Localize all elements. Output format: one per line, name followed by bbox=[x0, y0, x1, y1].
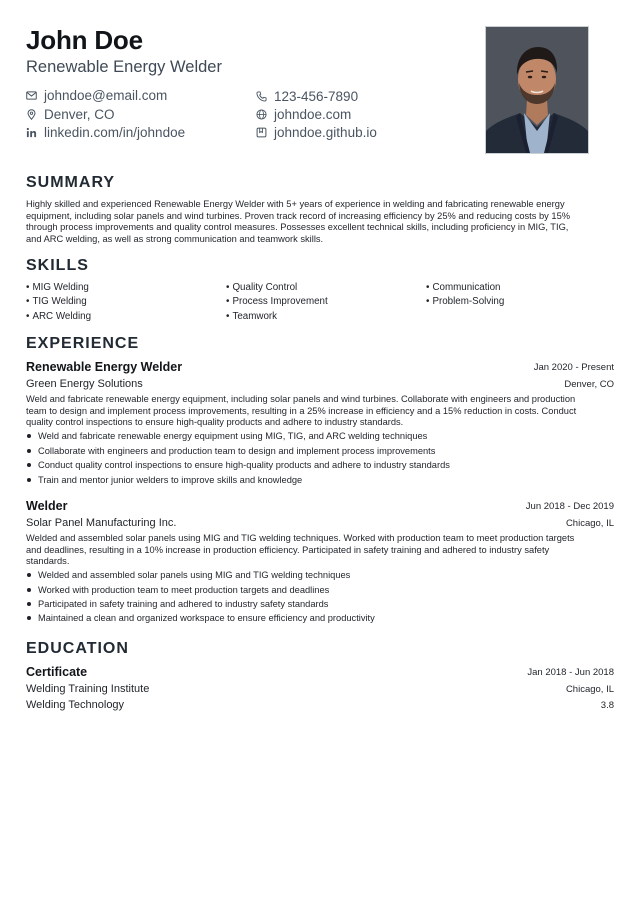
bullet-dot bbox=[27, 434, 31, 438]
summary-heading: SUMMARY bbox=[26, 174, 116, 191]
contact-phone[interactable] bbox=[256, 89, 358, 104]
github-text: johndoe.github.io bbox=[274, 125, 377, 140]
candidate-title: Renewable Energy Welder bbox=[26, 58, 222, 76]
education-field: Welding Technology bbox=[26, 699, 125, 711]
globe-icon bbox=[256, 109, 267, 120]
education-dates: Jan 2018 - Jun 2018 bbox=[527, 667, 614, 678]
description-line: Welded and assembled solar panels using MIG and TIG welding techniques. Worked with production team to meet production targets bbox=[26, 533, 575, 543]
job-location: Denver, CO bbox=[564, 379, 614, 390]
bullet-text: Conduct quality control inspections to ensure high-quality products and adhere to industry standards bbox=[38, 460, 450, 470]
skill-item: • ARC Welding bbox=[26, 311, 91, 322]
job-location: Chicago, IL bbox=[565, 518, 614, 529]
contact-linkedin[interactable] bbox=[26, 125, 185, 140]
description-line: Weld and fabricate renewable energy equipment, including solar panels and wind turbines. Collaborate with engineers and production bbox=[26, 394, 576, 404]
contact-email[interactable] bbox=[26, 88, 167, 103]
bullet-dot bbox=[27, 478, 31, 482]
summary-line: equipment, including solar panels and wind turbines. Proven track record of increasing efficiency by 25% and reducing costs by 15% bbox=[26, 210, 571, 221]
job-dates: Jan 2020 - Present bbox=[533, 362, 614, 373]
description-line: standards. bbox=[26, 556, 70, 566]
website-text: johndoe.com bbox=[274, 107, 352, 122]
job-company: Solar Panel Manufacturing Inc. bbox=[26, 517, 177, 529]
portrait-illustration bbox=[486, 27, 588, 153]
education-heading: EDUCATION bbox=[26, 640, 129, 657]
job-description bbox=[26, 394, 610, 429]
job-description bbox=[26, 533, 610, 568]
job-dates: Jun 2018 - Dec 2019 bbox=[525, 501, 614, 512]
location-pin-icon bbox=[26, 109, 37, 120]
bullet-text: Welded and assembled solar panels using MIG and TIG welding techniques bbox=[38, 570, 351, 580]
candidate-name: John Doe bbox=[26, 25, 143, 55]
bullet-dot bbox=[27, 449, 31, 453]
location-text: Denver, CO bbox=[44, 107, 115, 122]
skill-item: • Quality Control bbox=[226, 282, 297, 293]
job-bullet bbox=[26, 585, 329, 595]
github-icon bbox=[256, 127, 267, 138]
job-title: Renewable Energy Welder bbox=[26, 360, 183, 374]
education-gpa: 3.8 bbox=[600, 700, 614, 711]
skill-item: • Problem-Solving bbox=[426, 296, 504, 307]
email-text: johndoe@email.com bbox=[44, 88, 168, 103]
summary-text bbox=[26, 199, 610, 245]
job-bullet bbox=[26, 475, 302, 485]
bullet-text: Participated in safety training and adhered to industry safety standards bbox=[38, 599, 329, 609]
skill-item: • Process Improvement bbox=[226, 296, 328, 307]
description-line: quality control inspections to ensure high-quality products and adhere to industry standards. bbox=[26, 417, 404, 427]
bullet-dot bbox=[27, 602, 31, 606]
bullet-dot bbox=[27, 573, 31, 577]
job-title: Welder bbox=[26, 499, 68, 513]
skill-item: • TIG Welding bbox=[26, 296, 87, 307]
job-bullet bbox=[26, 613, 375, 623]
contact-github[interactable] bbox=[256, 125, 377, 140]
bullet-text: Maintained a clean and organized workspace to ensure efficiency and productivity bbox=[38, 613, 375, 623]
linkedin-text: linkedin.com/in/johndoe bbox=[44, 125, 186, 140]
description-line: and deadlines, resulting in a 10% increase in production efficiency. Participated in safety training and adhered to industry safety bbox=[26, 544, 550, 555]
skills-heading: SKILLS bbox=[26, 257, 89, 274]
summary-line: Highly skilled and experienced Renewable Energy Welder with 5+ years of experience in welding and fabricating renewable energy bbox=[26, 199, 565, 209]
phone-icon bbox=[256, 91, 267, 102]
contact-website[interactable] bbox=[256, 107, 351, 122]
education-location: Chicago, IL bbox=[565, 684, 614, 695]
description-line: team to design and implement process improvements, resulting in a 25% increase in efficiency and a 15% reduction in costs. Conduct bbox=[26, 405, 577, 416]
job-bullet bbox=[26, 599, 328, 609]
summary-line: through process improvements and quality control measures. Possesses excellent technical skills, including proficiency in MIG, TIG, bbox=[26, 222, 569, 232]
bullet-dot bbox=[27, 588, 31, 592]
contact-location bbox=[26, 107, 115, 122]
phone-text: 123-456-7890 bbox=[274, 89, 359, 104]
summary-line: and ARC welding, as well as strong communication and teamwork skills. bbox=[26, 233, 324, 244]
job-bullet bbox=[26, 431, 427, 441]
skill-item: • MIG Welding bbox=[26, 282, 89, 293]
experience-heading: EXPERIENCE bbox=[26, 335, 140, 352]
bullet-text: Weld and fabricate renewable energy equipment using MIG, TIG, and ARC welding techniques bbox=[38, 431, 428, 441]
bullet-text: Train and mentor junior welders to improve skills and knowledge bbox=[38, 475, 303, 485]
profile-photo bbox=[485, 26, 589, 154]
bullet-text: Worked with production team to meet production targets and deadlines bbox=[38, 585, 330, 595]
mail-icon bbox=[26, 90, 37, 101]
skill-item: • Teamwork bbox=[226, 311, 277, 322]
skill-item: • Communication bbox=[426, 282, 501, 293]
bullet-dot bbox=[27, 463, 31, 467]
education-institution: Welding Training Institute bbox=[26, 683, 150, 695]
education-degree: Certificate bbox=[26, 665, 88, 679]
job-bullet bbox=[26, 570, 350, 580]
job-bullet bbox=[26, 446, 435, 456]
job-bullet bbox=[26, 460, 450, 470]
job-company: Green Energy Solutions bbox=[26, 378, 143, 390]
linkedin-icon bbox=[26, 127, 37, 138]
bullet-dot bbox=[27, 616, 31, 620]
bullet-text: Collaborate with engineers and production team to design and implement process improvements bbox=[38, 446, 436, 456]
